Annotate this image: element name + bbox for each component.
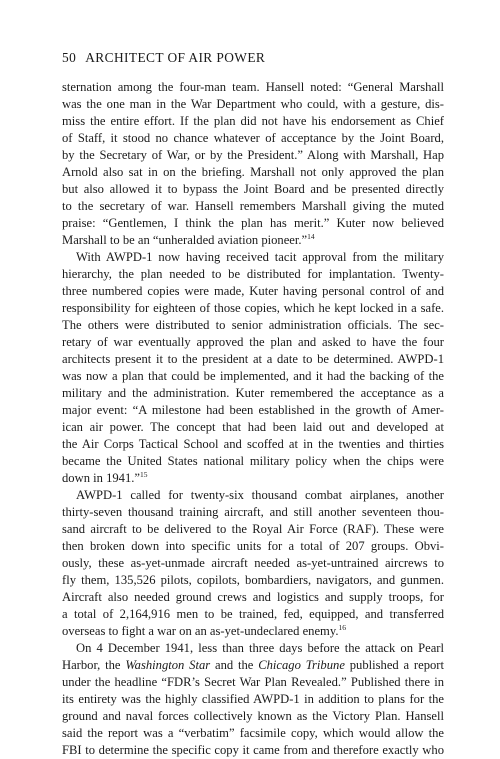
text-line: was the one man in the War Department who could, with a gesture, dis- bbox=[62, 97, 444, 111]
paragraph-3 bbox=[62, 487, 444, 640]
text-line: miss the entire effort. If the plan did not have his endorsement as Chief bbox=[62, 114, 444, 128]
paragraph-1 bbox=[62, 79, 444, 249]
page-number: 50 bbox=[62, 50, 77, 65]
text-line bbox=[62, 623, 444, 640]
text-line: but also allowed it to bypass the Joint Board and be presented directly bbox=[62, 182, 444, 196]
text-line: responsibility for eighteen of those copies, which he kept locked in a safe. bbox=[62, 301, 444, 315]
book-title: ARCHITECT OF AIR POWER bbox=[85, 50, 266, 65]
text-line bbox=[62, 232, 444, 249]
text-line: thirty-seven thousand training aircraft, and still another seventeen thou- bbox=[62, 505, 444, 519]
text-line: hierarchy, the plan needed to be distributed for implantation. Twenty- bbox=[62, 267, 444, 281]
text-line: Arnold also sat in on the briefing. Marshall not only approved the plan bbox=[62, 165, 444, 179]
text-line: under the headline “FDR’s Secret War Plan Revealed.” Published there in bbox=[62, 675, 444, 689]
text-line bbox=[62, 657, 444, 674]
text-line: Aircraft also needed ground crews and logistics and supply troops, for bbox=[62, 590, 444, 604]
newspaper-title: Washington Star bbox=[125, 658, 211, 672]
text-run: down in 1941.” bbox=[62, 471, 141, 485]
text-line: The others were distributed to senior administration officials. The sec- bbox=[62, 318, 444, 332]
text-line: was now a plan that could be implemented, and it had the backing of the bbox=[62, 369, 444, 383]
text-line: fly them, 135,526 pilots, copilots, bombardiers, navigators, and gunmen. bbox=[62, 573, 444, 587]
text-line: retary of war eventually approved the plan and asked to have the four bbox=[62, 335, 444, 349]
text-line: by the Secretary of War, or by the President.” Along with Marshall, Hap bbox=[62, 148, 444, 162]
text-line: sand aircraft to be delivered to the Royal Air Force (RAF). These were bbox=[62, 522, 444, 536]
text-run: published a report bbox=[344, 658, 444, 672]
text-line: to the secretary of war. Hansell remembers Marshall giving the muted bbox=[62, 199, 444, 213]
paragraph-4 bbox=[62, 640, 444, 759]
text-line: architects present it to the president at a date to be determined. AWPD-1 bbox=[62, 352, 444, 366]
text-line: then broken down into specific units for a total of 207 groups. Obvi- bbox=[62, 539, 444, 553]
text-run: overseas to fight a war on an as-yet-undeclared enemy. bbox=[62, 624, 339, 638]
paragraph-2 bbox=[62, 249, 444, 487]
text-line: said the report was a “verbatim” facsimile copy, which would allow the bbox=[62, 726, 444, 740]
text-line: became the United States national military policy when the chips were bbox=[62, 454, 444, 468]
running-head bbox=[62, 50, 265, 66]
text-line: ican air power. The concept that had been laid out and developed at bbox=[62, 420, 444, 434]
footnote-ref: 14 bbox=[307, 232, 315, 241]
text-line: military and the administration. Kuter remembered the acceptance as a bbox=[62, 386, 444, 400]
text-line: ously, these as-yet-unmade aircraft needed as-yet-untrained aircrews to bbox=[62, 556, 444, 570]
text-line: On 4 December 1941, less than three days before the attack on Pearl bbox=[76, 641, 444, 655]
text-line: major event: “A milestone had been established in the growth of Amer- bbox=[62, 403, 444, 417]
text-line: praise: “Gentlemen, I think the plan has merit.” Kuter now believed bbox=[62, 216, 444, 230]
text-line: three numbered copies were made, Kuter having personal control of and bbox=[62, 284, 444, 298]
footnote-ref: 15 bbox=[140, 470, 148, 479]
body-text bbox=[62, 79, 444, 759]
text-run: Harbor, the bbox=[62, 658, 126, 672]
text-line: the Air Corps Tactical School and scoffed at in the twenties and thirties bbox=[62, 437, 444, 451]
text-line: FBI to determine the specific copy it came from and therefore exactly who bbox=[62, 743, 444, 757]
text-line: AWPD-1 called for twenty-six thousand combat airplanes, another bbox=[76, 488, 444, 502]
text-line bbox=[62, 470, 444, 487]
footnote-ref: 16 bbox=[338, 623, 346, 632]
text-run: Marshall to be an “unheralded aviation pioneer.” bbox=[62, 233, 308, 247]
newspaper-title: Chicago Tribune bbox=[258, 658, 345, 672]
text-line: ground and naval forces collectively known as the Victory Plan. Hansell bbox=[62, 709, 444, 723]
text-line: With AWPD-1 now having received tacit approval from the military bbox=[76, 250, 444, 264]
text-line: of Staff, it stood no chance whatever of acceptance by the Joint Board, bbox=[62, 131, 444, 145]
text-line: sternation among the four-man team. Hansell noted: “General Marshall bbox=[62, 80, 444, 94]
text-line: its entirety was the highly classified AWPD-1 in addition to plans for the bbox=[62, 692, 444, 706]
text-line: a total of 2,164,916 men to be trained, fed, equipped, and transferred bbox=[62, 607, 444, 621]
text-run: and the bbox=[210, 658, 259, 672]
